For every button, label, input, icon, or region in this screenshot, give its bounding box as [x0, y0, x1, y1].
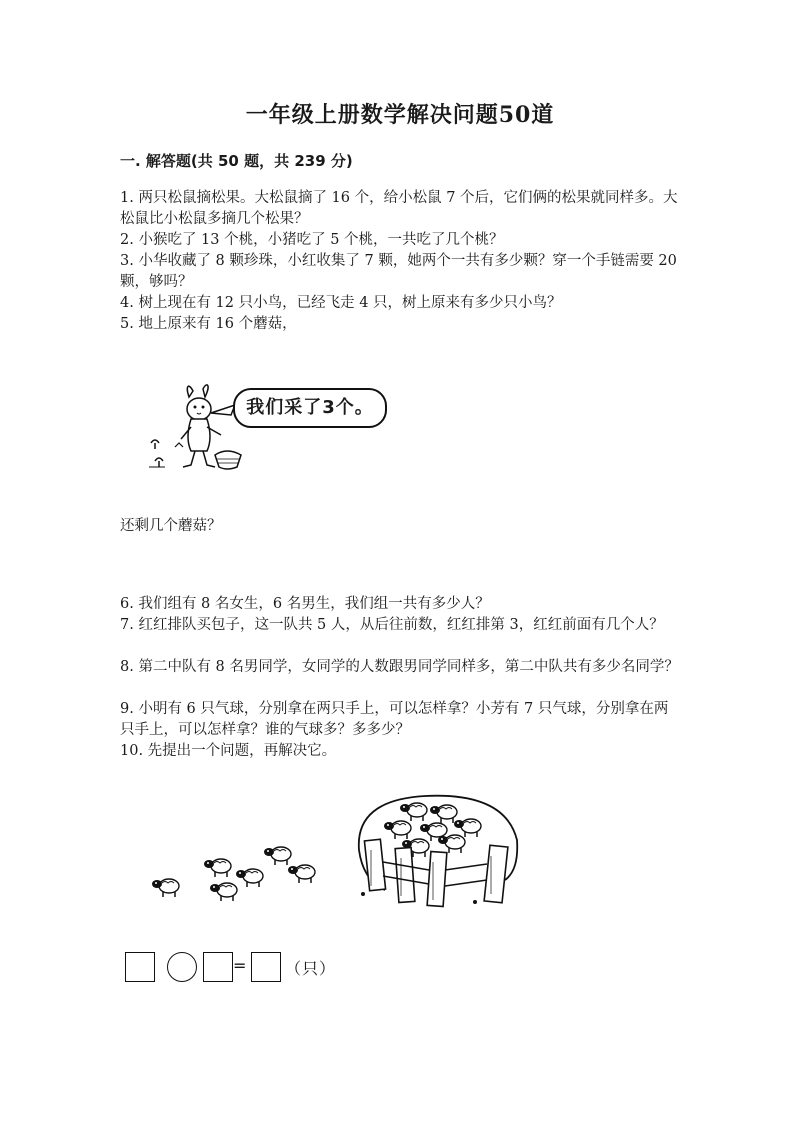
question-5-followup: 还剩几个蘑菇？ [120, 518, 222, 534]
page-title: 一年级上册数学解决问题50道 [245, 102, 555, 128]
question-9: 9. 小明有 6 只气球，分别拿在两只手上，可以怎样拿？小芳有 7 只气球，分别拿在两只手上，可以怎样拿？谁的气球多？多多少？ [120, 701, 669, 738]
equals-sign: = [233, 956, 247, 975]
question-10: 10. 先提出一个问题，再解决它。 [120, 743, 337, 759]
answer-box-2[interactable] [203, 952, 233, 982]
question-5: 5. 地上原来有 16 个蘑菇， [120, 316, 297, 332]
section-heading: 一. 解答题(共 50 题，共 239 分) [120, 152, 353, 170]
answer-equation-row [125, 952, 385, 984]
answer-box-result[interactable] [251, 952, 281, 982]
speech-bubble: 我们采了3个。 [233, 388, 387, 428]
unit-label: （只） [285, 959, 337, 978]
question-6: 6. 我们组有 8 名女生，6 名男生，我们组一共有多少人？ [120, 596, 490, 612]
question-3: 3. 小华收藏了 8 颗珍珠，小红收集了 7 颗，她两个一共有多少颗？穿一个手链需要 20 颗，够吗？ [120, 253, 677, 290]
question-8: 8. 第二中队有 8 名男同学，女同学的人数跟男同学同样多，第二中队共有多少名同学？ [120, 659, 679, 675]
question-1: 1. 两只松鼠摘松果。大松鼠摘了 16 个，给小松鼠 7 个后，它们俩的松果就同样多。大松鼠比小松鼠多摘几个松果？ [120, 190, 678, 227]
question-4: 4. 树上现在有 12 只小鸟，已经飞走 4 只，树上原来有多少只小鸟？ [120, 295, 562, 311]
question-2: 2. 小猴吃了 13 个桃，小猪吃了 5 个桃，一共吃了几个桃？ [120, 232, 504, 248]
question-7: 7. 红红排队买包子，这一队共 5 人，从后往前数，红红排第 3，红红前面有几个人？ [120, 617, 664, 633]
answer-box-1[interactable] [125, 952, 155, 982]
operator-circle[interactable] [167, 952, 197, 982]
sheep-pen-illustration [145, 790, 530, 920]
